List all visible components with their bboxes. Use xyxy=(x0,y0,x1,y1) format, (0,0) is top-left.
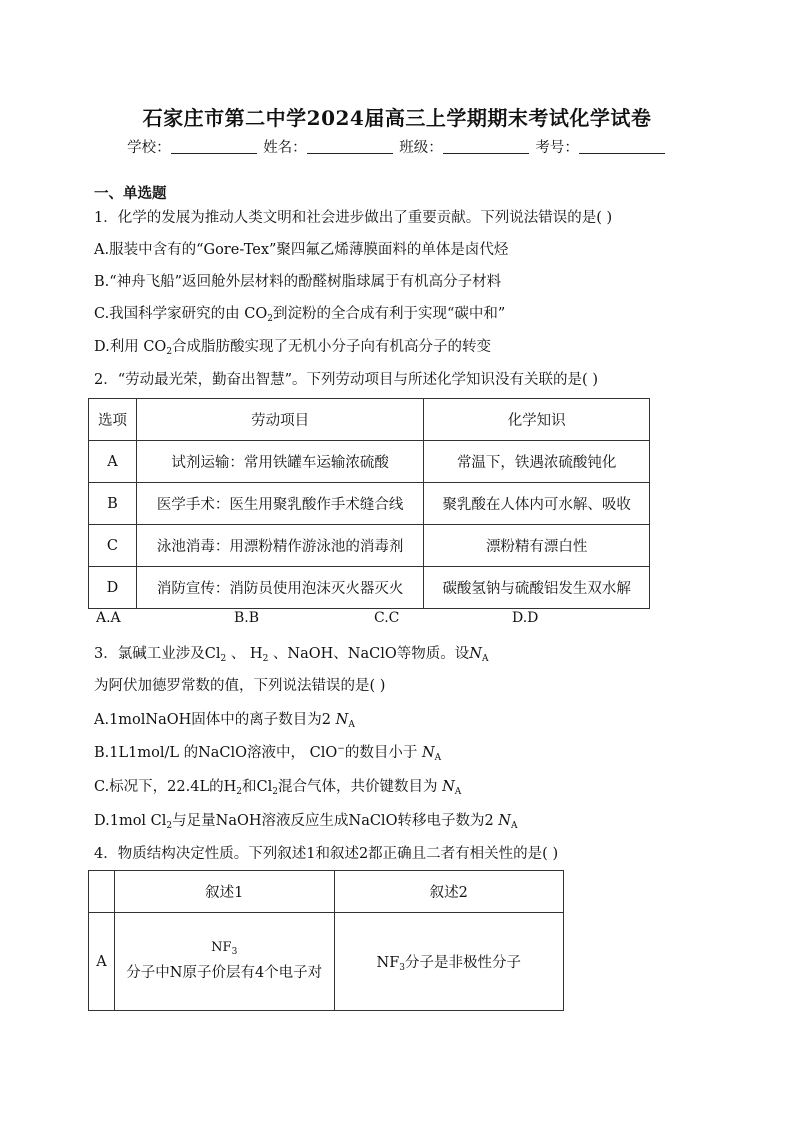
q2-option-c: C.C xyxy=(374,610,400,626)
chem-cell: 漂粉精有漂白性 xyxy=(424,525,650,567)
option-cell: A xyxy=(89,913,115,1011)
exam-number-label: 考号： xyxy=(535,140,579,156)
exam-title: 石家庄市第二中学2024届高三上学期期末考试化学试卷 xyxy=(142,106,652,130)
q1-option-c: C.我国科学家研究的由 $CO_2$到淀粉的全合成有利于实现“碳中和” xyxy=(94,306,506,324)
table-header-cell: 选项 xyxy=(89,399,137,441)
option-cell: B xyxy=(89,483,137,525)
table-header-cell xyxy=(89,871,115,913)
q1-option-b: B.“神舟飞船”返回舱外层材料的酚醛树脂球属于有机高分子材料 xyxy=(94,274,502,290)
q3-option-d: D.1mol $Cl_2$与足量NaOH溶液反应生成NaClO转移电子数为2 $N_A$ xyxy=(94,813,518,831)
q3-option-a: A.1molNaOH固体中的离子数目为2 $N_A$ xyxy=(94,712,355,730)
class-blank[interactable] xyxy=(443,139,529,154)
q3-option-b: B.1L1mol/L 的NaClO溶液中， ClO−的数目小于 $N_A$ xyxy=(94,744,442,763)
table-header-cell: 劳动项目 xyxy=(136,399,423,441)
chem-cell: 常温下，铁遇浓硫酸钝化 xyxy=(424,441,650,483)
q2-table xyxy=(88,398,650,609)
chem-cell: 碳酸氢钠与硫酸铝发生双水解 xyxy=(424,567,650,609)
chem-cell: 聚乳酸在人体内可水解、吸收 xyxy=(424,483,650,525)
name-label: 姓名： xyxy=(263,140,307,156)
table-header-cell: 叙述2 xyxy=(334,871,564,913)
q2-stem: 2．“劳动最光荣，勤奋出智慧”。下列劳动项目与所述化学知识没有关联的是( ) xyxy=(94,372,598,388)
table-row xyxy=(89,483,650,525)
table-row xyxy=(89,913,564,1011)
q1-option-d: D.利用 $CO_2$合成脂肪酸实现了无机小分子向有机高分子的转变 xyxy=(94,339,492,357)
q4-stem: 4．物质结构决定性质。下列叙述1和叙述2都正确且二者有相关性的是( ) xyxy=(94,846,559,862)
labor-cell: 医学手术：医生用聚乳酸作手术缝合线 xyxy=(136,483,423,525)
option-cell: D xyxy=(89,567,137,609)
table-row xyxy=(89,525,650,567)
name-blank[interactable] xyxy=(307,139,393,154)
section-title: 一、单选题 xyxy=(94,185,167,202)
statement1-cell: $NF_3$ 分子中N原子价层有4个电子对 xyxy=(114,913,334,1011)
q3-option-c: C.标况下，22.4L的$H_2$和$Cl_2$混合气体，共价键数目为 $N_A$ xyxy=(94,779,462,797)
table-header-row xyxy=(89,871,564,913)
option-cell: C xyxy=(89,525,137,567)
q1-stem: 1．化学的发展为推动人类文明和社会进步做出了重要贡献。下列说法错误的是( ) xyxy=(94,210,613,226)
labor-cell: 试剂运输：常用铁罐车运输浓硫酸 xyxy=(136,441,423,483)
school-label: 学校： xyxy=(127,140,171,156)
table-header-cell: 叙述1 xyxy=(114,871,334,913)
statement2-cell: $NF_3$分子是非极性分子 xyxy=(334,913,564,1011)
school-blank[interactable] xyxy=(171,139,257,154)
class-label: 班级： xyxy=(399,140,443,156)
q2-option-b: B.B xyxy=(234,610,260,626)
table-header-cell: 化学知识 xyxy=(424,399,650,441)
q3-stem-line2: 为阿伏加德罗常数的值，下列说法错误的是( ) xyxy=(94,678,386,694)
table-header-row xyxy=(89,399,650,441)
labor-cell: 泳池消毒：用漂粉精作游泳池的消毒剂 xyxy=(136,525,423,567)
q4-table xyxy=(88,870,564,1011)
q2-option-d: D.D xyxy=(512,610,539,626)
exam-number-blank[interactable] xyxy=(579,139,665,154)
table-row xyxy=(89,567,650,609)
q1-option-a: A.服装中含有的“Gore-Tex”聚四氟乙烯薄膜面料的单体是卤代烃 xyxy=(94,242,509,258)
student-info-line xyxy=(0,136,794,157)
q3-stem: 3．氯碱工业涉及$Cl_2$ 、 $H_2$ 、NaOH、NaClO等物质。设$N_A$ xyxy=(94,646,489,664)
labor-cell: 消防宣传：消防员使用泡沫灭火器灭火 xyxy=(136,567,423,609)
option-cell: A xyxy=(89,441,137,483)
q2-option-a: A.A xyxy=(96,610,121,626)
table-row xyxy=(89,441,650,483)
